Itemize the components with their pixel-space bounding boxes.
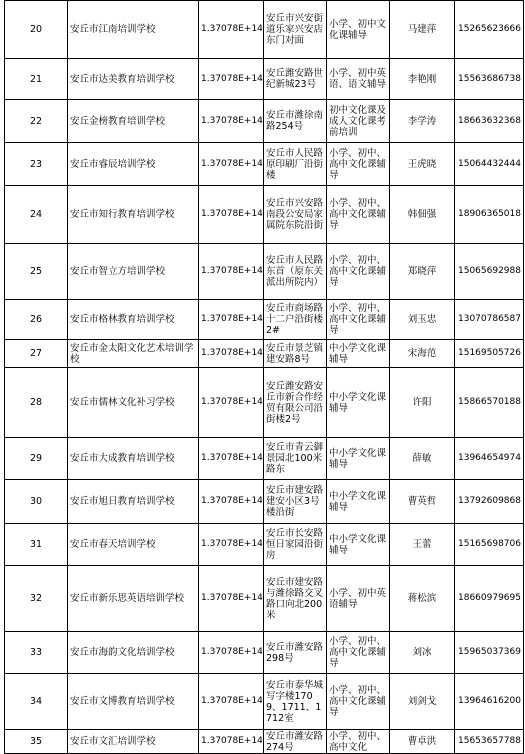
training-scope: 小学、初中、高中文化课辅导 [327,186,390,244]
table-row [5,524,524,566]
training-scope: 小学、初中、高中文化课辅导 [327,300,390,340]
school-address: 安丘市景芝镇建安路8号 [264,340,327,368]
table-row [5,340,524,368]
schools-table [4,0,524,754]
contact-phone: 15265623666 [455,1,524,59]
row-number: 31 [5,524,68,566]
row-number: 27 [5,340,68,368]
training-scope: 中小学文化课辅导 [327,368,390,438]
training-scope: 小学、初中、高中文化课辅导 [327,244,390,300]
school-name: 安丘市文博教育培训学校 [68,674,199,730]
row-number: 35 [5,730,68,754]
school-address: 安丘市潍安路298号 [264,632,327,674]
school-name: 安丘市文汇培训学校 [68,730,199,754]
license-code: 1.37078E+14 [199,340,264,368]
contact-phone: 13964616200 [455,674,524,730]
contact-phone: 13070786587 [455,300,524,340]
table-row [5,59,524,100]
license-code: 1.37078E+14 [199,143,264,186]
license-code: 1.37078E+14 [199,674,264,730]
school-name: 安丘市海韵文化培训学校 [68,632,199,674]
license-code: 1.37078E+14 [199,632,264,674]
school-name: 安丘市睿辰培训学校 [68,143,199,186]
contact-person: 李艳刚 [390,59,455,100]
training-scope: 中小学文化课辅导 [327,480,390,524]
contact-person: 刘玉忠 [390,300,455,340]
contact-phone: 18906365018 [455,186,524,244]
school-address: 安丘市潍徐南路254号 [264,100,327,143]
school-name: 安丘市大成教育培训学校 [68,438,199,480]
school-name: 安丘市新乐思英语培训学校 [68,566,199,632]
contact-phone: 13964654974 [455,438,524,480]
school-name: 安丘金榜教育培训学校 [68,100,199,143]
license-code: 1.37078E+14 [199,100,264,143]
school-name: 安丘市旭日教育培训学校 [68,480,199,524]
school-name: 安丘市格林教育培训学校 [68,300,199,340]
contact-phone: 15064432444 [455,143,524,186]
contact-person: 李学涛 [390,100,455,143]
school-address: 安丘市泰华城写字楼1709、1711、1712室 [264,674,327,730]
school-address: 安丘市兴安街道乐家兴安店东门对面 [264,1,327,59]
training-scope: 中小学文化课辅导 [327,438,390,480]
row-number: 34 [5,674,68,730]
training-scope: 小学、初中、高中文化课辅导 [327,143,390,186]
license-code: 1.37078E+14 [199,524,264,566]
license-code: 1.37078E+14 [199,730,264,754]
contact-phone: 15065692988 [455,244,524,300]
table-row [5,632,524,674]
row-number: 22 [5,100,68,143]
school-name: 安丘市江南培训学校 [68,1,199,59]
school-address: 安丘市人民路东首（原东关派出所院内） [264,244,327,300]
table-row [5,438,524,480]
license-code: 1.37078E+14 [199,566,264,632]
school-address: 安丘市人民路原印刷厂沿街楼 [264,143,327,186]
school-address: 安丘市青云御景园北100米路东 [264,438,327,480]
school-address: 安丘市建安路建安小区3号楼沿街 [264,480,327,524]
row-number: 24 [5,186,68,244]
contact-phone: 18660979695 [455,566,524,632]
school-address: 安丘市兴安路南段公安局家属院东院沿街 [264,186,327,244]
table-body [5,1,524,754]
contact-phone: 15165698706 [455,524,524,566]
contact-phone: 15169505726 [455,340,524,368]
contact-person: 曹英哲 [390,480,455,524]
contact-person: 刘冰 [390,632,455,674]
row-number: 30 [5,480,68,524]
training-scope: 中小学文化课辅导 [327,340,390,368]
license-code: 1.37078E+14 [199,1,264,59]
row-number: 25 [5,244,68,300]
contact-person: 刘剑戈 [390,674,455,730]
row-number: 33 [5,632,68,674]
training-scope: 小学、初中英语辅导 [327,566,390,632]
table-row [5,368,524,438]
table-row [5,480,524,524]
row-number: 23 [5,143,68,186]
training-scope: 小学、初中、高中文化课辅导 [327,632,390,674]
row-number: 21 [5,59,68,100]
license-code: 1.37078E+14 [199,438,264,480]
license-code: 1.37078E+14 [199,480,264,524]
row-number: 20 [5,1,68,59]
training-scope: 小学、初中文化课辅导 [327,1,390,59]
school-name: 安丘市知行教育培训学校 [68,186,199,244]
school-name: 安丘市金太阳文化艺术培训学校 [68,340,199,368]
table-row [5,1,524,59]
license-code: 1.37078E+14 [199,59,264,100]
contact-person: 王虎晓 [390,143,455,186]
license-code: 1.37078E+14 [199,186,264,244]
table-row [5,186,524,244]
contact-phone: 15866570188 [455,368,524,438]
row-number: 29 [5,438,68,480]
contact-phone: 13792609868 [455,480,524,524]
table-row [5,143,524,186]
training-scope: 中小学文化课辅导 [327,524,390,566]
school-address: 安丘市长安路恒日家园沿街房 [264,524,327,566]
school-name: 安丘市达美教育培训学校 [68,59,199,100]
contact-person: 郑晓萍 [390,244,455,300]
training-scope: 小学、初中英语、语文辅导 [327,59,390,100]
training-scope: 初中文化课及成人文化课考前培训 [327,100,390,143]
contact-person: 宋海范 [390,340,455,368]
license-code: 1.37078E+14 [199,244,264,300]
contact-person: 许阳 [390,368,455,438]
contact-person: 曹卓洪 [390,730,455,754]
school-name: 安丘市春天培训学校 [68,524,199,566]
contact-person: 蒋松滨 [390,566,455,632]
table-row [5,244,524,300]
row-number: 32 [5,566,68,632]
training-scope: 小学、初中、高中文化 [327,730,390,754]
school-address: 安丘市商场路十二户沿街楼2# [264,300,327,340]
license-code: 1.37078E+14 [199,368,264,438]
table-row [5,100,524,143]
contact-person: 王蕾 [390,524,455,566]
school-address: 安丘潍安路安丘市新合作经贸有限公司沿街楼2号 [264,368,327,438]
contact-person: 韩佃强 [390,186,455,244]
contact-phone: 15965037369 [455,632,524,674]
contact-person: 薛敏 [390,438,455,480]
school-address: 安丘潍安路世纪新城23号 [264,59,327,100]
table-row [5,566,524,632]
license-code: 1.37078E+14 [199,300,264,340]
school-name: 安丘市儒林文化补习学校 [68,368,199,438]
contact-phone: 15563686738 [455,59,524,100]
contact-phone: 18663632368 [455,100,524,143]
row-number: 26 [5,300,68,340]
training-scope: 小学、初中、高中文化课辅导 [327,674,390,730]
row-number: 28 [5,368,68,438]
school-address: 安丘市潍安路274号 [264,730,327,754]
contact-person: 马建萍 [390,1,455,59]
table-row [5,674,524,730]
contact-phone: 15653657788 [455,730,524,754]
school-name: 安丘市智立方培训学校 [68,244,199,300]
table-row [5,300,524,340]
school-address: 安丘市建安路与潍徐路交叉路口向北200米 [264,566,327,632]
